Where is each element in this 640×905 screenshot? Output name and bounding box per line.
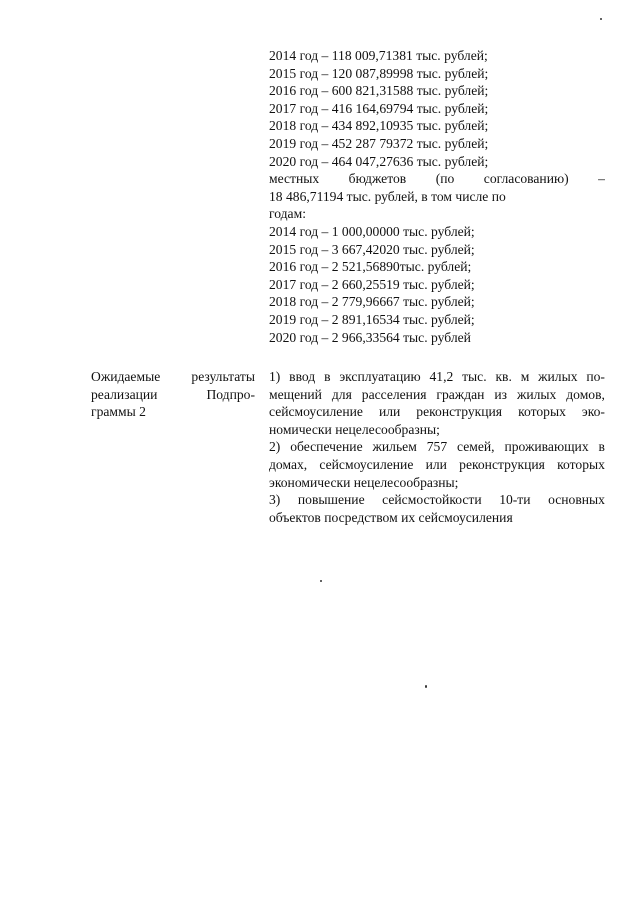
result-line (269, 403, 605, 421)
local-year-2016: 2016 год – 2 521,56890тыс. рублей; (269, 259, 472, 275)
result-word: 3) (269, 492, 281, 508)
local-heading-word: бюджетов (348, 171, 407, 187)
result-word: расселения (361, 386, 427, 402)
local-year-2019: 2019 год – 2 891,16534 тыс. рублей; (269, 311, 475, 327)
result-word: кв. (495, 369, 512, 384)
scan-speck (320, 580, 322, 582)
result-word: мещений (269, 386, 322, 402)
local-year-2014: 2014 год – 1 000,00000 тыс. рублей; (269, 223, 475, 239)
result-word: домов, (566, 386, 605, 402)
result-word: проживающих (504, 439, 589, 455)
local-year-2020: 2020 год – 2 966,33564 тыс. рублей (269, 329, 471, 345)
result-word: обеспечение (290, 439, 363, 455)
federal-year-2015: 2015 год – 120 087,89998 тыс. рублей; (269, 65, 489, 81)
federal-year-2016: 2016 год – 600 821,31588 тыс. рублей; (269, 83, 489, 99)
result-line (269, 456, 605, 474)
federal-year-2017: 2017 год – 416 164,69794 тыс. рублей; (269, 100, 489, 116)
result-word: эко- (581, 404, 605, 420)
result-item-1 (269, 368, 605, 438)
result-word: ввод (289, 369, 316, 384)
result-word: 10-ти (499, 492, 531, 508)
label-line (91, 368, 255, 386)
label-word: Ожидаемые (91, 369, 161, 384)
label-word: Подпро- (206, 386, 255, 402)
label-line: граммы 2 (91, 404, 146, 420)
result-word: реконструкция (459, 456, 545, 472)
result-word: сейсмоусиление (269, 404, 363, 420)
result-line (269, 491, 605, 509)
result-word: для (331, 386, 352, 402)
funding-block (269, 47, 605, 346)
result-word: из (494, 386, 508, 402)
result-item-3 (269, 491, 605, 526)
result-line: экономически нецелесообразны; (269, 474, 459, 490)
local-year-2018: 2018 год – 2 779,96667 тыс. рублей; (269, 294, 475, 310)
result-word: или (378, 404, 401, 420)
result-line: номически нецелесообразны; (269, 421, 440, 437)
federal-year-2020: 2020 год – 464 047,27636 тыс. рублей; (269, 153, 489, 169)
result-item-2 (269, 438, 605, 491)
result-word: в (324, 369, 331, 384)
federal-year-2019: 2019 год – 452 287 79372 тыс. рублей; (269, 135, 489, 151)
result-word: м (520, 369, 530, 384)
label-word: результаты (191, 369, 255, 384)
result-word: домах, (269, 456, 308, 472)
result-word: которых (518, 404, 566, 420)
result-word: жильем (372, 439, 417, 455)
local-by-years-label: годам: (269, 206, 306, 222)
result-word: 1) (269, 369, 281, 384)
result-word: в (598, 439, 605, 455)
result-word: жилых (516, 386, 557, 402)
result-word: повышение (297, 492, 365, 508)
result-word: по- (586, 369, 605, 384)
result-word: 41,2 (429, 369, 454, 384)
result-word: основных (548, 492, 605, 508)
result-word: 757 (426, 439, 448, 455)
label-line (91, 386, 255, 404)
scan-speck (425, 685, 427, 688)
local-heading-word: согласованию) (483, 171, 569, 187)
local-budget-heading (269, 170, 605, 188)
result-word: 2) (269, 439, 281, 455)
local-heading-word: местных (269, 171, 320, 187)
expected-results-list (269, 368, 605, 526)
scan-speck (600, 18, 602, 20)
label-word: реализации (91, 386, 158, 402)
result-word: сейсмоусиление (319, 456, 414, 472)
federal-year-2014: 2014 год – 118 009,71381 тыс. рублей; (269, 48, 488, 63)
result-word: реконструкция (416, 404, 503, 420)
result-word: граждан (436, 386, 485, 402)
result-line: объектов посредством их сейсмоусиления (269, 509, 513, 525)
result-line (269, 438, 605, 456)
result-line (269, 386, 605, 404)
result-word: или (425, 456, 447, 472)
local-heading-word: (по (435, 171, 455, 187)
result-word: сейсмостойкости (382, 492, 482, 508)
result-word: которых (557, 456, 605, 472)
local-heading-word: – (598, 171, 605, 187)
result-word: эксплуатацию (339, 369, 421, 384)
local-year-2017: 2017 год – 2 660,25519 тыс. рублей; (269, 276, 475, 292)
federal-year-2018: 2018 год – 434 892,10935 тыс. рублей; (269, 118, 489, 134)
result-word: тыс. (462, 369, 487, 384)
result-word: жилых (538, 369, 578, 384)
local-year-2015: 2015 год – 3 667,42020 тыс. рублей; (269, 241, 475, 257)
expected-results-label (91, 368, 255, 421)
result-word: семей, (457, 439, 495, 455)
result-line (269, 368, 605, 386)
local-budget-total: 18 486,71194 тыс. рублей, в том числе по (269, 188, 506, 204)
